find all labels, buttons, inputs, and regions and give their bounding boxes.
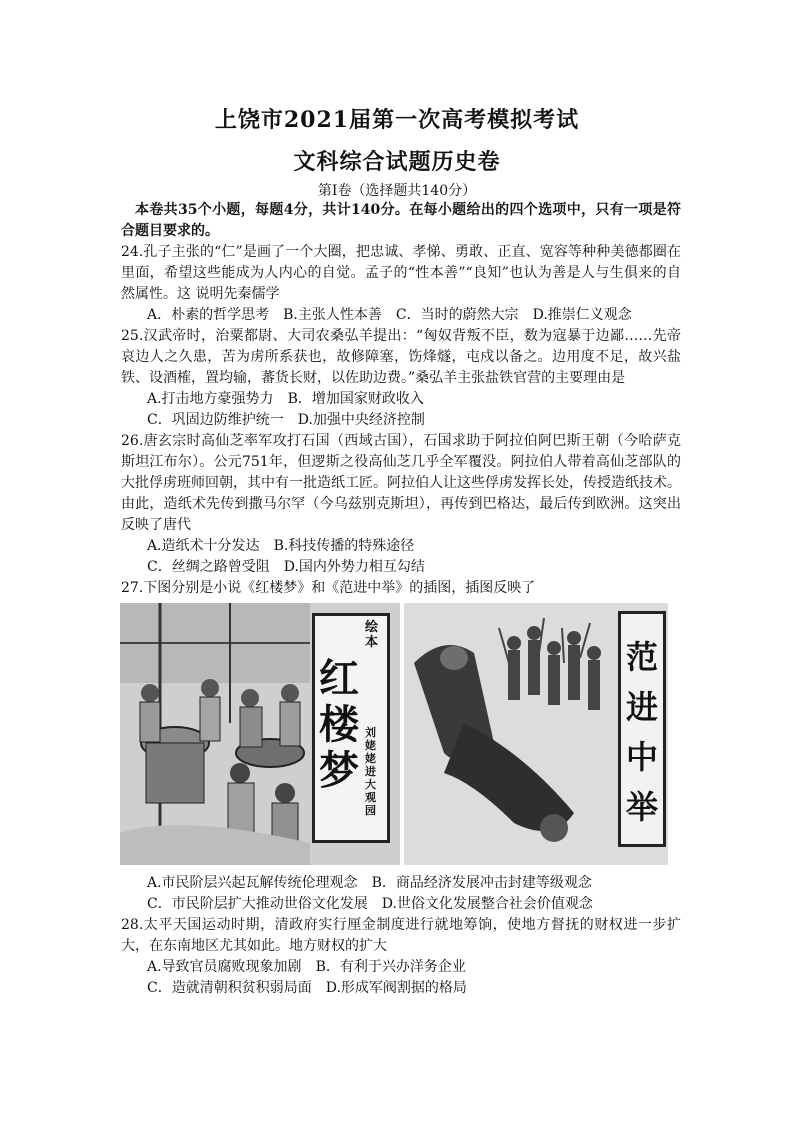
question-27-stem: 27.下图分别是小说《红楼梦》和《范进中举》的插图，插图反映了	[121, 580, 536, 596]
option-a: A．朴素的哲学思考	[147, 307, 270, 323]
question-26-options-row2	[121, 557, 681, 578]
question-27-options-row1	[121, 873, 681, 894]
option-c: C．巩固边防维护统一	[147, 412, 284, 428]
option-b: B.科技传播的特殊途径	[273, 538, 415, 554]
banner-title: 红楼梦	[319, 655, 359, 794]
option-a: A.导致官员腐败现象加剧	[147, 959, 302, 975]
option-b: B．有利于兴办洋务企业	[315, 959, 466, 975]
option-a: A.造纸术十分发达	[147, 538, 260, 554]
exam-title: 上饶市2021届第一次高考模拟考试	[214, 107, 580, 133]
question-24-options	[121, 305, 681, 326]
option-a: A.打击地方豪强势力	[147, 391, 274, 407]
question-body	[121, 200, 681, 999]
option-b: B.主张人性本善	[283, 307, 382, 323]
question-26-options-row1	[121, 536, 681, 557]
exam-subtitle: 文科综合试题历史卷	[293, 149, 501, 175]
question-25-options-row1	[121, 389, 681, 410]
section-heading: 第Ⅰ卷（选择题共140分）	[317, 183, 477, 199]
fanjin-title-banner	[618, 611, 666, 847]
option-d: D.世俗文化发展整合社会价值观念	[381, 896, 593, 912]
question-28-options-row2	[121, 978, 681, 999]
option-a: A.市民阶层兴起瓦解传统伦理观念	[147, 875, 358, 891]
option-b: B．增加国家财政收入	[287, 391, 424, 407]
question-25-stem: 25.汉武帝时，治粟都尉、大司农桑弘羊提出：“匈奴背叛不臣，数为寇暴于边鄙……先帝哀边人之久患，苦为虏所系获也，故修障塞，饬烽燧，屯戍以备之。边用度不足，故兴盐铁、设酒榷，置均输，蕃货长财，以佐助边费。”桑弘羊主张盐铁官营的主要理由是	[121, 328, 681, 386]
option-c: C．造就清朝积贫积弱局面	[147, 980, 312, 996]
option-c: C．市民阶层扩大推动世俗文化发展	[147, 896, 368, 912]
option-d: D.形成军阀割据的格局	[325, 980, 467, 996]
option-c: C．丝绸之路曾受阻	[147, 559, 270, 575]
instructions: 本卷共35个小题，每题4分，共计140分。在每小题给出的四个选项中，只有一项是符合题目要求的。	[121, 202, 681, 239]
fanjin-illustration	[404, 603, 668, 865]
question-27-figures	[120, 603, 681, 865]
banner-title: 范进中举	[626, 638, 659, 826]
option-d: D.国内外势力相互勾结	[283, 559, 425, 575]
option-d: D.加强中央经济控制	[297, 412, 425, 428]
hongloumeng-illustration	[120, 603, 400, 865]
question-28-stem: 28.太平天国运动时期，清政府实行厘金制度进行就地筹饷，使地方督抚的财权进一步扩大，在东南地区尤其如此。地方财权的扩大	[121, 917, 681, 954]
banner-small-label: 绘本	[365, 620, 379, 650]
banner-subtitle: 刘姥姥进大观园	[365, 726, 376, 817]
question-28-options-row1	[121, 957, 681, 978]
question-25-options-row2	[121, 410, 681, 431]
question-24-stem: 24.孔子主张的“仁”是画了一个大圈，把忠诚、孝悌、勇敢、正直、宽容等种种美德都圈在里面，希望这些能成为人内心的自觉。孟子的“性本善”“良知”也认为善是人与生俱来的自然属性。这 说明先秦儒学	[121, 244, 681, 302]
option-d: D.推崇仁义观念	[532, 307, 632, 323]
option-c: C．当时的蔚然大宗	[395, 307, 519, 323]
question-26-stem: 26.唐玄宗时高仙芝率军攻打石国（西域古国），石国求助于阿拉伯阿巴斯王朝（今哈萨克斯坦江布尔）。公元751年，但逻斯之役高仙芝几乎全军覆没。阿拉伯人带着高仙芝部队的大批俘虏班师回朝，其中有一批造纸工匠。阿拉伯人让这些俘虏发挥长处，传授造纸技术。由此，造纸术先传到撒马尔罕（今乌兹别克斯坦），再传到巴格达，最后传到欧洲。这突出反映了唐代	[121, 433, 681, 533]
hongloumeng-title-banner	[312, 613, 390, 843]
option-b: B．商品经济发展冲击封建等级观念	[371, 875, 592, 891]
question-27-options-row2	[121, 894, 681, 915]
